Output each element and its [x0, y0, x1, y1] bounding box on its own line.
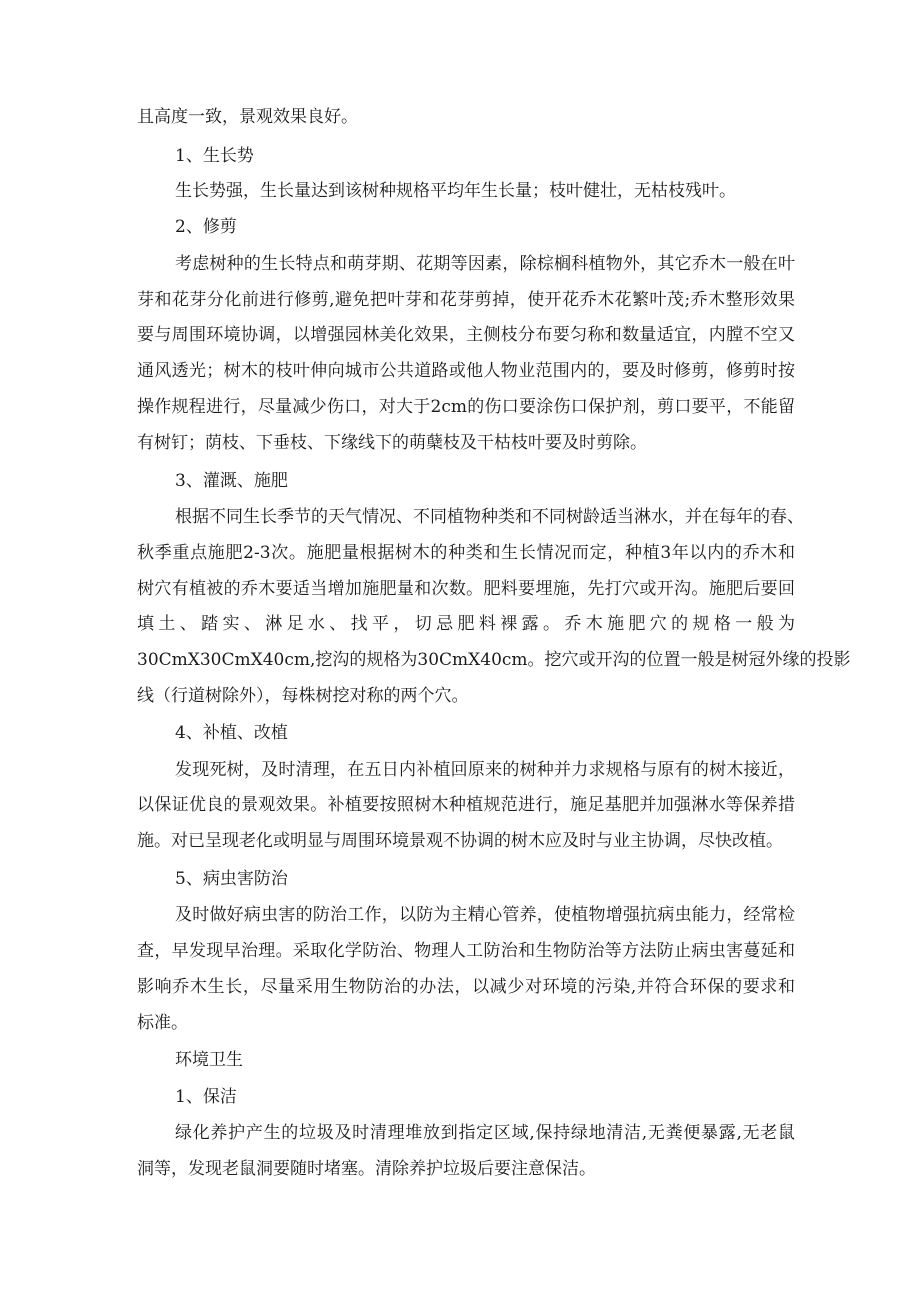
text-line: 施。对已呈现老化或明显与周围环境景观不协调的树木应及时与业主协调，尽快改植。	[137, 831, 783, 851]
text-line: 有树钉；荫枝、下垂枝、下缘线下的萌蘖枝及干枯枝叶要及时剪除。	[137, 433, 647, 453]
section-heading-pruning: 2、修剪	[175, 217, 237, 237]
text-line: 以保证优良的景观效果。补植要按照树木种植规范进行，施足基肥并加强淋水等保养措	[137, 795, 795, 815]
section-heading-replanting: 4、补植、改植	[175, 723, 288, 743]
text-line: 考虑树种的生长特点和萌芽期、花期等因素，除棕榈科植物外，其它乔木一般在叶	[175, 254, 795, 274]
text-line: 30CmX30CmX40cm,挖沟的规格为30CmX40cm。挖穴或开沟的位置一般是树冠外缘的投影	[137, 650, 851, 670]
text-line: 通风透光；树木的枝叶伸向城市公共道路或他人物业范围内的，要及时修剪，修剪时按	[137, 361, 795, 381]
text-line: 绿化养护产生的垃圾及时清理堆放到指定区域,保持绿地清洁,无粪便暴露,无老鼠	[175, 1123, 795, 1143]
section-heading-irrigation: 3、灌溉、施肥	[175, 471, 288, 491]
section-heading-cleaning: 1、保洁	[175, 1087, 237, 1107]
text-line: 标准。	[137, 1013, 188, 1033]
text-line: 填土、踏实、淋足水、找平，切忌肥料裸露。乔木施肥穴的规格一般为	[137, 614, 795, 634]
text-line: 且高度一致，景观效果良好。	[137, 107, 358, 127]
text-line: 要与周围环境协调，以增强园林美化效果，主侧枝分布要匀称和数量适宜，内膛不空又	[137, 325, 795, 345]
text-line: 根据不同生长季节的天气情况、不同植物种类和不同树龄适当淋水，并在每年的春、	[175, 507, 804, 527]
text-line: 影响乔木生长，尽量采用生物防治的办法，以减少对环境的污染,并符合环保的要求和	[137, 977, 795, 997]
text-line: 秋季重点施肥2-3次。施肥量根据树木的种类和生长情况而定，种植3年以内的乔木和	[137, 543, 795, 563]
section-heading-environment: 环境卫生	[175, 1050, 243, 1070]
text-line: 发现死树，及时清理，在五日内补植回原来的树种并力求规格与原有的树木接近，	[175, 760, 795, 780]
section-heading-growth: 1、生长势	[175, 146, 254, 166]
text-line: 生长势强，生长量达到该树种规格平均年生长量；枝叶健壮，无枯枝残叶。	[175, 181, 736, 201]
text-line: 操作规程进行，尽量减少伤口，对大于2cm的伤口要涂伤口保护剂，剪口要平，不能留	[137, 397, 795, 417]
text-line: 线（行道树除外），每株树挖对称的两个穴。	[137, 686, 469, 706]
text-line: 查，早发现早治理。采取化学防治、物理人工防治和生物防治等方法防止病虫害蔓延和	[137, 941, 795, 961]
text-line: 洞等，发现老鼠洞要随时堵塞。清除养护垃圾后要注意保洁。	[137, 1159, 596, 1179]
section-heading-pest-control: 5、病虫害防治	[175, 869, 288, 889]
text-line: 芽和花芽分化前进行修剪,避免把叶芽和花芽剪掉，使开花乔木花繁叶茂;乔木整形效果	[137, 290, 795, 310]
text-line: 及时做好病虫害的防治工作，以防为主精心管养，使植物增强抗病虫能力，经常检	[175, 905, 795, 925]
text-line: 树穴有植被的乔木要适当增加施肥量和次数。肥料要埋施，先打穴或开沟。施肥后要回	[137, 579, 795, 599]
